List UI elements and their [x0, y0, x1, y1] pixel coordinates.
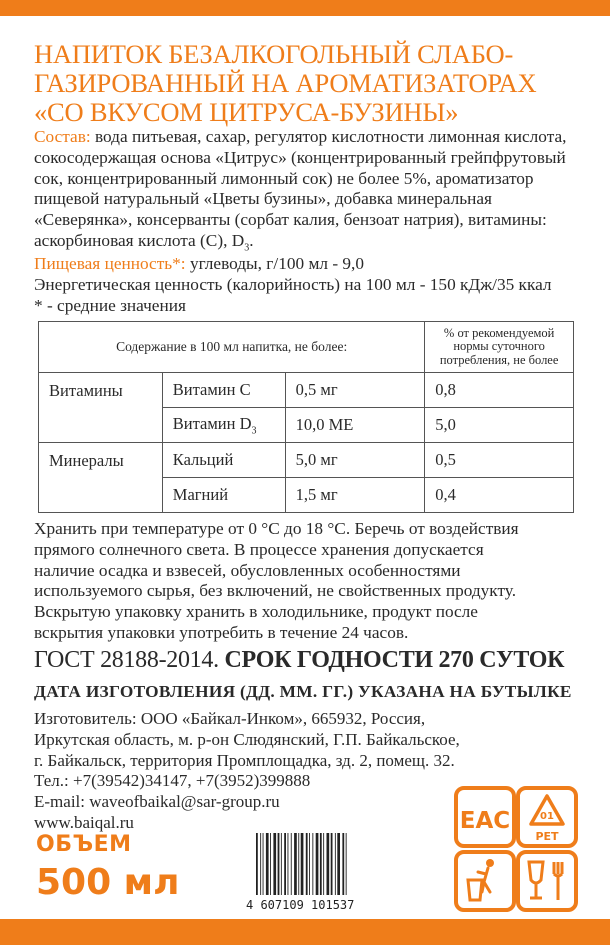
manufacturer-line: Изготовитель: ООО «Байкал-Инком», 665932, Россия, — [34, 709, 426, 728]
shelf-life: СРОК ГОДНОСТИ 270 СУТОК — [224, 647, 565, 673]
table-row — [39, 443, 574, 478]
barcode-bar — [270, 833, 271, 897]
date-note: ДАТА ИЗГОТОВЛЕНИЯ (ДД. ММ. ГГ.) УКАЗАНА НА БУТЫЛКЕ — [34, 682, 572, 701]
composition-subscript: 3 — [244, 242, 250, 254]
barcode-bar — [294, 833, 297, 897]
barcode-bar — [306, 833, 308, 897]
food-contact-icon — [516, 850, 578, 912]
nutrient-percent: 5,0 — [425, 408, 574, 443]
barcode-bar — [316, 833, 319, 897]
barcode-bar — [309, 833, 310, 897]
composition-label: Состав: — [34, 127, 91, 146]
barcode-bar — [263, 833, 264, 897]
barcode-bar — [337, 833, 340, 897]
nutrition-energy: Энергетическая ценность (калорийность) на 100 мл - 150 кДж/35 ккал — [34, 274, 552, 294]
eac-icon — [454, 786, 516, 848]
barcode-number: 4 607109 101537 — [246, 898, 355, 911]
group-minerals: Минералы — [39, 443, 163, 513]
barcode-bar — [331, 833, 333, 897]
storage-line: используемого сырья, без включений, не свойственных продукту. — [34, 581, 517, 601]
storage-line: вскрытия упаковки употребить в течение 24 часов. — [34, 622, 409, 642]
title-line-1: НАПИТОК БЕЗАЛКОГОЛЬНЫЙ СЛАБО- — [34, 39, 514, 69]
table-header-right: % от рекомендуемой нормы суточного потребления, не более — [425, 322, 574, 373]
manufacturer-website: www.baiqal.ru — [34, 812, 134, 832]
recycle-icon — [516, 786, 578, 848]
group-vitamins: Витамины — [39, 373, 163, 443]
nutrient-amount: 10,0 МЕ — [285, 408, 425, 443]
manufacturer-line: Иркутская область, м. р-он Слюдянский, Г.П. Байкальское, — [34, 729, 460, 749]
barcode-bar — [346, 833, 347, 897]
barcode-bar — [281, 833, 282, 897]
nutrient-percent: 0,8 — [425, 373, 574, 408]
top-orange-band — [0, 0, 610, 16]
nutrition-carbs: углеводы, г/100 мл - 9,0 — [189, 254, 364, 273]
nutrient-name-text: Витамин D — [172, 413, 252, 433]
barcode-bar — [256, 833, 258, 897]
trash-bin-icon — [454, 850, 516, 912]
barcode-bars — [256, 833, 347, 897]
barcode-bar — [312, 833, 313, 897]
storage-instructions — [34, 519, 594, 644]
volume-label: ОБЪЕМ — [36, 832, 132, 857]
recycle-material: PET — [535, 830, 559, 843]
composition-end: . — [249, 230, 254, 250]
gost-standard: ГОСТ 28188-2014. — [34, 647, 219, 673]
title-line-2: ГАЗИРОВАННЫЙ НА АРОМАТИЗАТОРАХ — [34, 68, 537, 98]
nutrient-percent: 0,4 — [425, 478, 574, 513]
storage-line: Хранить при температуре от 0 °С до 18 °С. Беречь от воздействия — [34, 519, 519, 538]
nutrient-name: Магний — [162, 478, 285, 513]
nutrition-table — [38, 321, 574, 513]
barcode-bar — [284, 833, 286, 897]
bottom-orange-band — [0, 919, 610, 945]
barcode-bar — [335, 833, 336, 897]
barcode-bar — [288, 833, 289, 897]
barcode-bar — [301, 833, 304, 897]
barcode-bar — [273, 833, 276, 897]
table-header-left: Содержание в 100 мл напитка, не более: — [39, 322, 425, 373]
composition-text: вода питьевая, сахар, регулятор кислотности лимонная кислота, сокосодержащая основа «Цитрус» (концентрированный грейпфрутовый сок, концентрированный лимонный сок) не более 5%, ароматизатор пищевой натуральный «Цветы бузины», добавка минеральная «Северянка», консерванты (сорбат калия, бензоат натрия), витамины: аскорбиновая кислота (С), D — [34, 127, 567, 250]
barcode — [242, 833, 418, 911]
table-row — [39, 373, 574, 408]
nutrient-percent: 0,5 — [425, 443, 574, 478]
storage-line: наличие осадка и взвесей, обусловленных особенностями — [34, 560, 461, 580]
nutrient-amount: 5,0 мг — [285, 443, 425, 478]
nutrient-name: Витамин С — [162, 373, 285, 408]
storage-line: прямого солнечного света. В процессе хранения допускается — [34, 539, 484, 559]
recycle-code: 01 — [540, 811, 554, 822]
manufacturer-line: г. Байкальск, территория Промплощадка, зд. 2, помещ. 32. — [34, 750, 455, 770]
barcode-bar — [260, 833, 261, 897]
nutrient-amount: 0,5 мг — [285, 373, 425, 408]
barcode-bar — [266, 833, 269, 897]
storage-line: Вскрытую упаковку хранить в холодильнике, продукт после — [34, 602, 478, 622]
eac-mark-text: ЕАС — [459, 808, 511, 834]
nutrition-footnote: * - средние значения — [34, 295, 186, 315]
manufacturer-phone: Тел.: +7(39542)34147, +7(3952)399888 — [34, 771, 311, 791]
nutrition — [34, 254, 594, 316]
barcode-bar — [342, 833, 344, 897]
nutrient-name: Кальций — [162, 443, 285, 478]
nutrient-name — [162, 408, 285, 443]
barcode-bar — [298, 833, 299, 897]
gost-line — [34, 647, 564, 674]
product-title — [34, 40, 594, 127]
barcode-bar — [320, 833, 322, 897]
barcode-bar — [327, 833, 330, 897]
composition — [34, 127, 594, 259]
nutrition-label: Пищевая ценность*: — [34, 254, 186, 273]
barcode-bar — [291, 833, 292, 897]
nutrient-subscript: 3 — [251, 425, 257, 437]
nutrient-amount: 1,5 мг — [285, 478, 425, 513]
volume-value: 500 мл — [36, 862, 180, 903]
title-line-3: «СО ВКУСОМ ЦИТРУСА-БУЗИНЫ» — [34, 97, 459, 127]
table-header-row — [39, 322, 574, 373]
barcode-bar — [323, 833, 324, 897]
manufacturer-email: E-mail: waveofbaikal@sar-group.ru — [34, 792, 280, 812]
barcode-bar — [278, 833, 280, 897]
